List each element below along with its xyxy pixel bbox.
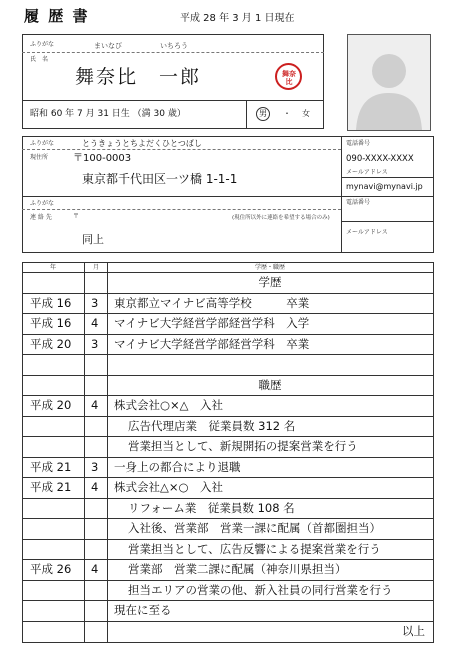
history-year: 平成 26: [30, 562, 72, 576]
history-row: [23, 272, 433, 293]
history-row: [23, 395, 433, 416]
history-content: 学歴: [258, 275, 282, 289]
gender-divider: [246, 100, 247, 129]
history-row: [23, 600, 433, 621]
history-row: [23, 354, 433, 375]
personal-seal: [275, 63, 302, 90]
history-content: 担当エリアの営業の他、新入社員の同行営業を行う: [128, 582, 393, 597]
gender-female: 女: [302, 109, 310, 118]
address-furigana: とうきょうとちよだくひとつばし: [82, 139, 202, 148]
phone-label: 電話番号: [346, 140, 371, 147]
history-row: [23, 457, 433, 478]
history-row: [23, 334, 433, 355]
history-row: [23, 293, 433, 314]
address-furigana-label: ふりがな: [30, 140, 55, 147]
contact-furigana-divider: [22, 209, 341, 210]
history-row: [23, 559, 433, 580]
contact-email-label: メールアドレス: [346, 229, 388, 236]
contact-note: (現住所以外に連絡を希望する場合のみ): [232, 215, 330, 221]
full-name: 舞奈比 一郎: [75, 66, 202, 88]
history-row: [23, 498, 433, 519]
history-row: [23, 539, 433, 560]
history-header-month: 月: [93, 264, 100, 271]
seal-text: 舞奈比: [282, 70, 296, 86]
history-month: 4: [91, 562, 99, 576]
document-title: 履 歴 書: [24, 7, 90, 25]
email-value: mynavi@mynavi.jp: [346, 182, 423, 191]
history-year: 平成 16: [30, 295, 72, 310]
furigana-divider: [22, 52, 324, 53]
history-month: 4: [91, 398, 99, 412]
gender-separator: ・: [283, 109, 291, 118]
history-content: 職歴: [258, 377, 282, 392]
history-year: 平成 16: [30, 316, 72, 330]
history-content: 株式会社○×△ 入社: [114, 398, 224, 412]
address-label: 現住所: [30, 154, 49, 161]
history-row: [23, 375, 433, 396]
history-row: [23, 477, 433, 498]
history-content: マイナビ大学経営学部経営学科 入学: [114, 316, 310, 330]
history-content: 東京都立マイナビ高等学校 卒業: [114, 295, 310, 310]
history-content: 営業部 営業二課に配属（神奈川県担当）: [128, 562, 347, 576]
history-year: 平成 20: [30, 336, 72, 351]
furigana-first: いちろう: [160, 42, 188, 50]
history-row: [23, 313, 433, 334]
contact-furigana-label: ふりがな: [30, 200, 55, 207]
history-row: [23, 436, 433, 457]
history-month: 4: [91, 480, 99, 494]
name-label: 氏 名: [30, 56, 49, 63]
address-phone-divider: [341, 136, 342, 253]
history-content: 入社後、営業部 営業一課に配属（首都圏担当）: [128, 521, 381, 535]
name-divider: [22, 100, 324, 101]
history-month: 3: [91, 459, 99, 474]
history-content: マイナビ大学経営学部経営学科 卒業: [114, 336, 310, 351]
history-year: 平成 21: [30, 459, 72, 474]
phone-email-divider: [341, 177, 434, 178]
person-silhouette-icon: [348, 35, 430, 130]
history-row: [23, 518, 433, 539]
birth-date: 昭和 60 年 7 月 31 日生 （満 30 歳）: [30, 109, 186, 119]
postal-code: 〒100-0003: [73, 153, 132, 164]
history-row: [23, 416, 433, 437]
contact-phone-label: 電話番号: [346, 199, 371, 206]
contact-postal-mark: 〒: [73, 213, 80, 220]
history-row: [23, 621, 433, 642]
history-year: 平成 20: [30, 398, 72, 412]
history-month: 3: [91, 295, 99, 310]
date-note: 平成 28 年 3 月 1 日現在: [180, 13, 295, 24]
address-furigana-divider: [22, 149, 341, 150]
contact-value: 同上: [82, 233, 104, 246]
history-row: [23, 580, 433, 601]
history-content: リフォーム業 従業員数 108 名: [128, 500, 295, 515]
history-content: 営業担当として、新規開拓の提案営業を行う: [128, 439, 358, 453]
contact-phone-email-divider: [341, 221, 434, 222]
history-header-content: 学歴・職歴: [255, 264, 286, 271]
history-content: 一身上の都合により退職: [114, 459, 241, 474]
history-content: 現在に至る: [114, 603, 172, 617]
history-content: 以上: [402, 623, 425, 638]
history-header-year: 年: [50, 264, 57, 271]
history-year: 平成 21: [30, 480, 72, 494]
email-label: メールアドレス: [346, 169, 388, 176]
address-value: 東京都千代田区一ツ橋 1-1-1: [82, 172, 238, 186]
history-content: 営業担当として、広告反響による提案営業を行う: [128, 541, 381, 556]
phone-value: 090-XXXX-XXXX: [346, 154, 414, 164]
contact-label: 連 絡 先: [30, 214, 52, 221]
history-content: 広告代理店業 従業員数 312 名: [128, 418, 296, 433]
history-table: [22, 262, 434, 643]
photo-frame: [347, 34, 431, 131]
history-month: 4: [91, 316, 99, 330]
history-month: 3: [91, 336, 99, 351]
furigana-label: ふりがな: [30, 41, 55, 48]
furigana-last: まいなび: [94, 42, 122, 50]
history-content: 株式会社△×○ 入社: [114, 480, 224, 494]
address-contact-divider: [22, 196, 434, 197]
gender-male: 男: [259, 109, 267, 118]
